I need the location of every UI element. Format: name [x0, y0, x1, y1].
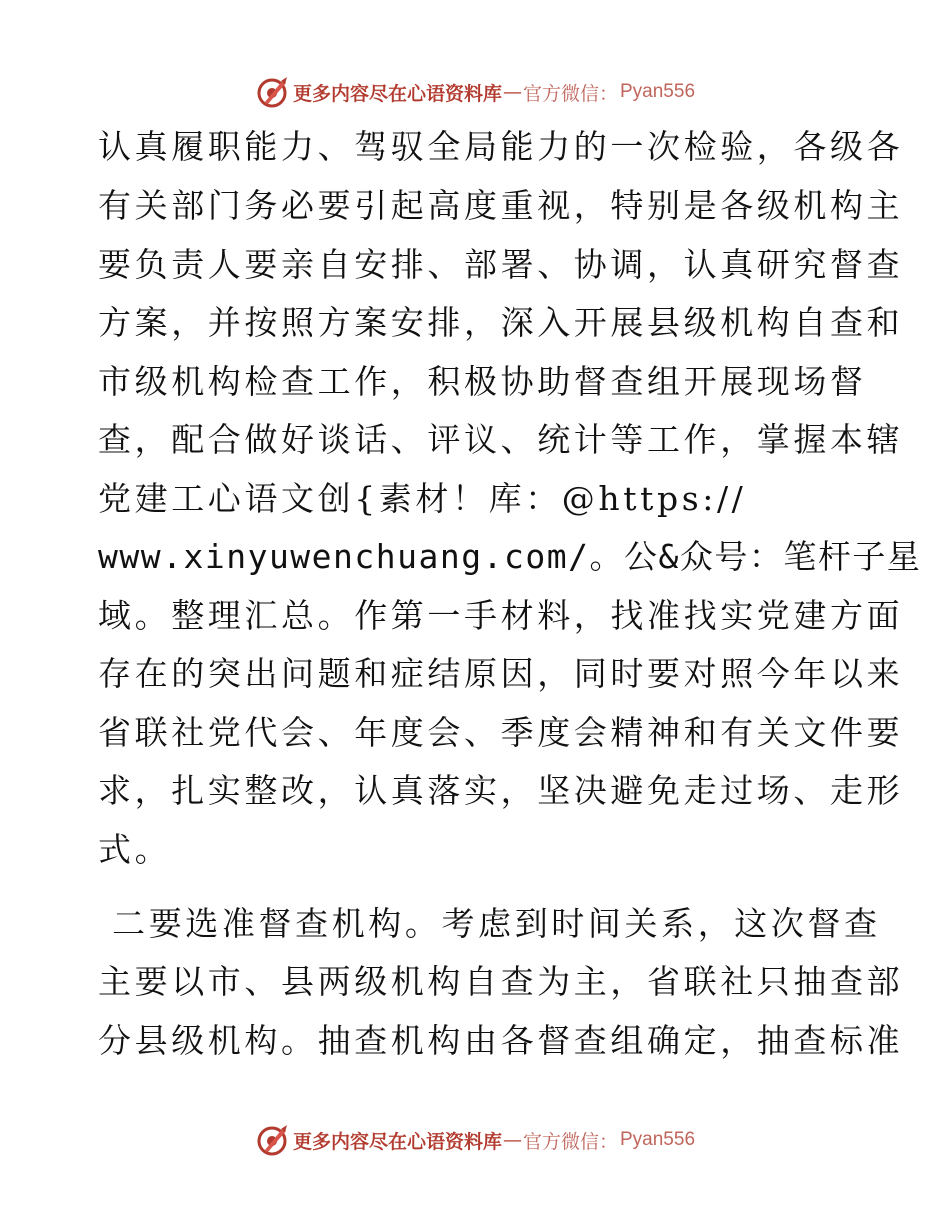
body-line: 查，配合做好谈话、评议、统计等工作，掌握本辖 [98, 420, 904, 459]
banner-title: 更多内容尽在心语资料库 [292, 1130, 502, 1153]
body-line: 求，扎实整改，认真落实，坚决避免走过场、走形 [98, 771, 904, 810]
banner-contact-id: Pyan556 [620, 81, 696, 102]
body-line: 域。整理汇总。作第一手材料，找准找实党建方面 [98, 596, 904, 635]
body-line: 分县级机构。抽查机构由各督查组确定，抽查标准 [98, 1021, 904, 1060]
banner-separator: — [502, 1129, 522, 1151]
body-line: 认真履职能力、驾驭全局能力的一次检验，各级各 [98, 127, 904, 166]
body-line: 二要选准督查机构。考虑到时间关系，这次督查 [98, 904, 881, 943]
banner-contact-id: Pyan556 [620, 1129, 696, 1150]
header-banner [0, 72, 950, 112]
banner-contact-label: 官方微信： [522, 82, 618, 105]
banner-title: 更多内容尽在心语资料库 [292, 82, 502, 105]
quill-logo-icon [255, 75, 289, 109]
body-line: 市级机构检查工作，积极协助督查组开展现场督 [98, 362, 867, 401]
body-line: www.xinyuwenchuang.com/。公&众号：笔杆子星 [98, 537, 922, 576]
body-line: 省联社党代会、年度会、季度会精神和有关文件要 [98, 713, 904, 752]
body-line: 式。 [98, 830, 172, 869]
banner-contact-label: 官方微信： [522, 1130, 618, 1153]
body-line: 有关部门务必要引起高度重视，特别是各级机构主 [98, 186, 904, 225]
body-line: 方案，并按照方案安排，深入开展县级机构自查和 [98, 303, 904, 342]
body-line: 要负责人要亲自安排、部署、协调，认真研究督查 [98, 245, 904, 284]
body-line: 存在的突出问题和症结原因，同时要对照今年以来 [98, 654, 904, 693]
body-line: 党建工心语文创{素材！库：@https:// [98, 479, 747, 518]
body-line: 主要以市、县两级机构自查为主，省联社只抽查部 [98, 962, 904, 1001]
banner-separator: — [502, 81, 522, 103]
quill-logo-icon [255, 1123, 289, 1157]
footer-banner [0, 1120, 950, 1160]
